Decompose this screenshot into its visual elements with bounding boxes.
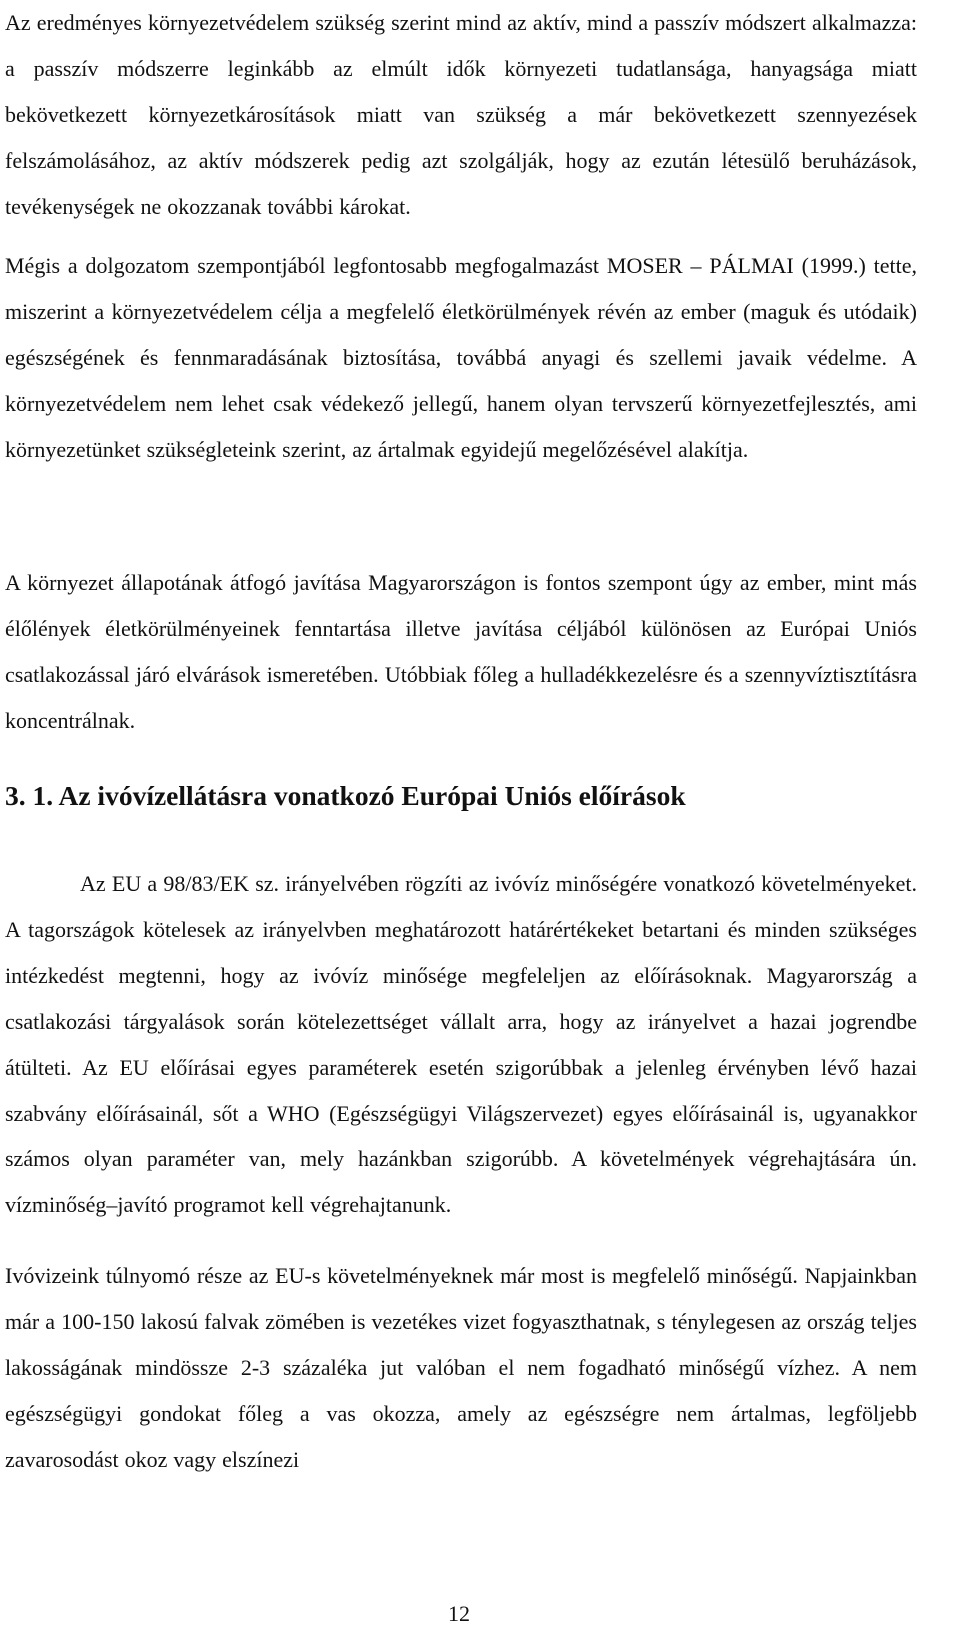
paragraph-hungary-environment: A környezet állapotának átfogó javítása Magyarországon is fontos szempont úgy az ember, mint más élőlények életkörülményeinek fenntartása illetve javítása céljából különösen az Európai Uniós csatlakozással járó elvárások ismeretében. Utóbbiak főleg a hulladékkezelésre és a szennyvíztisztításra koncentrálnak.: [5, 570, 917, 733]
section-heading: 3. 1. Az ivóvízellátásra vonatkozó Európai Uniós előírások: [5, 780, 686, 811]
paragraph-eu-directive: Az EU a 98/83/EK sz. irányelvében rögzíti az ivóvíz minőségére vonatkozó követelményeket. A tagországok kötelesek az irányelvben meghatározott határértékeket betartani és minden szükséges intézkedést megtenni, hogy az ivóvíz minősége megfeleljen az előírásoknak. Magyarország a csatlakozási tárgyalások során kötelezettséget vállalt arra, hogy az irányelvet a hazai jogrendbe átülteti. Az EU előírásai egyes paraméterek esetén szigorúbbak a jelenleg érvényben lévő hazai szabvány előírásainál, sőt a WHO (Egészségügyi Világszervezet) egyes előírásainál is, ugyanakkor számos olyan paraméter van, mely hazánkban szigorúbb. A követelmények végrehajtására ún. vízminőség–javító programot kell végrehajtanunk.: [5, 871, 917, 1218]
paragraph-drinking-water-quality: Ivóvizeink túlnyomó része az EU-s követelményeknek már most is megfelelő minőségű. Napjainkban már a 100-150 lakosú falvak zömében is vezetékes vizet fogyaszthatnak, s ténylegesen az ország teljes lakosságának mindössze 2-3 százaléka jut valóban el nem fogadható minőségű vízhez. A nem egészségügyi gondokat főleg a vas okozza, amely az egészségre nem ártalmas, legföljebb zavarosodást okoz vagy elszínezi: [5, 1263, 917, 1472]
paragraph-active-passive-methods: Az eredményes környezetvédelem szükség szerint mind az aktív, mind a passzív módszert alkalmazza: a passzív módszerre leginkább az elmúlt idők környezeti tudatlansága, hanyagsága miatt bekövetkezett környezetkárosítások miatt van szükség a már bekövetkezett szennyezések felszámolásához, az aktív módszerek pedig azt szolgálják, hogy az ezután létesülő beruházások, tevékenységek ne okozzanak további károkat.: [5, 10, 917, 219]
page-number: 12: [448, 1601, 470, 1626]
paragraph-moser-palmai-definition: Mégis a dolgozatom szempontjából legfontosabb megfogalmazást MOSER – PÁLMAI (1999.) tette, miszerint a környezetvédelem célja a megfelelő életkörülmények révén az ember (maguk és utódaik) egészségének és fennmaradásának biztosítása, továbbá anyagi és szellemi javaik védelme. A környezetvédelem nem lehet csak védekező jellegű, hanem olyan tervszerű környezetfejlesztés, ami környezetünket szükségleteink szerint, az ártalmak egyidejű megelőzésével alakítja.: [5, 253, 917, 462]
